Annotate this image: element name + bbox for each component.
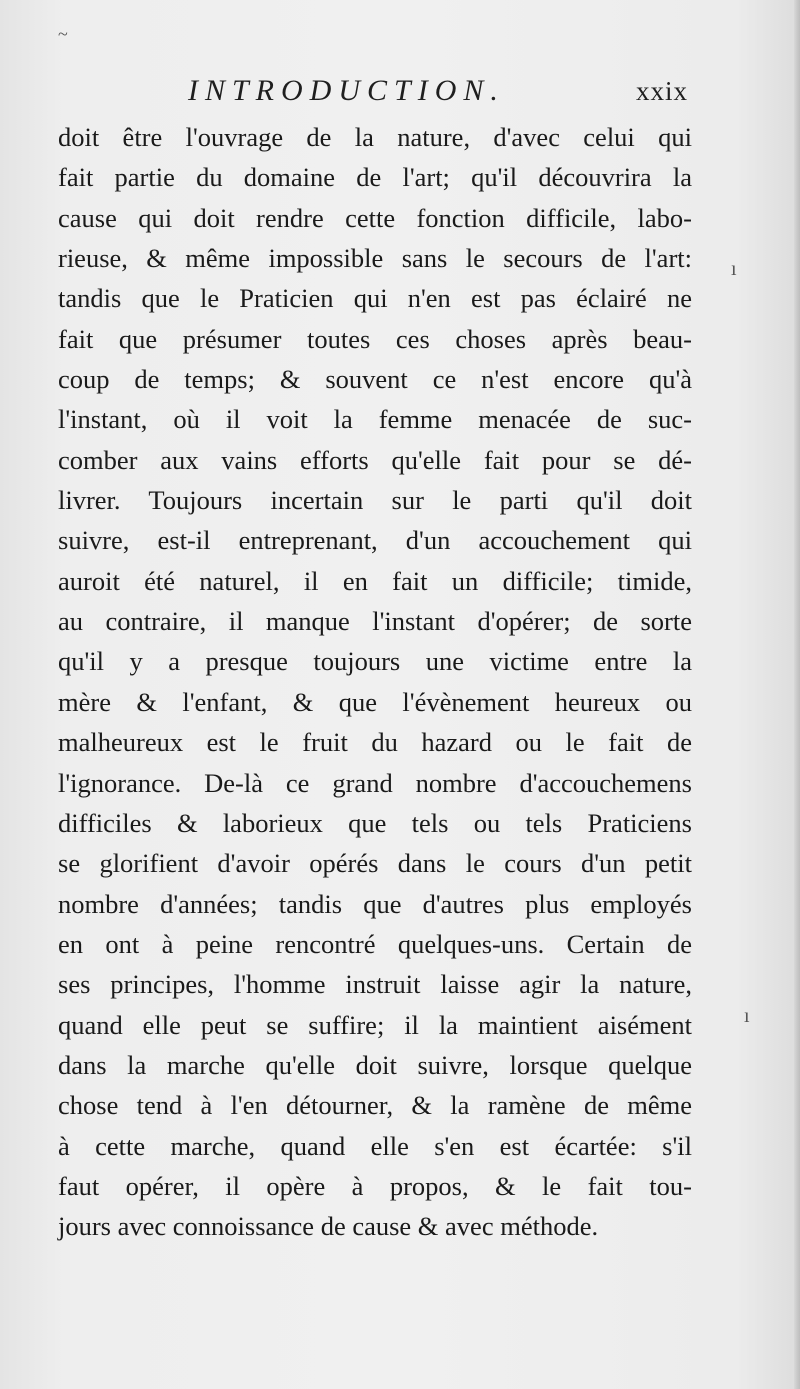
- running-title: INTRODUCTION.: [188, 74, 505, 107]
- text-line: suivre, est-il entreprenant, d'un accouchement qui: [58, 525, 692, 556]
- text-line: nombre d'années; tandis que d'autres plus employés: [58, 888, 692, 919]
- text-line: dans la marche qu'elle doit suivre, lorsque quelque: [58, 1049, 692, 1080]
- text-line: comber aux vains efforts qu'elle fait pour se dé-: [58, 444, 692, 475]
- stray-mark: ~: [58, 24, 68, 44]
- text-line: en ont à peine rencontré quelques-uns. Certain de: [58, 928, 692, 959]
- text-line: faut opérer, il opère à propos, & le fait tou-: [58, 1170, 692, 1201]
- text-line: l'ignorance. De-là ce grand nombre d'accouchemens: [58, 767, 692, 798]
- text-line: cause qui doit rendre cette fonction difficile, labo-: [58, 202, 692, 233]
- page-edge: [794, 0, 800, 1389]
- text-line: l'instant, où il voit la femme menacée de suc-: [58, 404, 692, 435]
- text-line: jours avec connoissance de cause & avec méthode.: [58, 1211, 599, 1242]
- stray-mark: ı: [744, 1005, 750, 1027]
- text-line: livrer. Toujours incertain sur le parti qu'il doit: [58, 485, 692, 516]
- text-line: ses principes, l'homme instruit laisse agir la nature,: [58, 969, 692, 1000]
- text-line: qu'il y a presque toujours une victime entre la: [58, 646, 692, 677]
- text-line: quand elle peut se suffire; il la maintient aisément: [58, 1009, 692, 1040]
- text-line: au contraire, il manque l'instant d'opérer; de sorte: [58, 606, 692, 637]
- stray-mark: ı: [731, 258, 737, 280]
- text-line: se glorifient d'avoir opérés dans le cours d'un petit: [58, 848, 692, 879]
- text-line: rieuse, & même impossible sans le secours de l'art:: [58, 243, 692, 274]
- text-line: chose tend à l'en détourner, & la ramène de même: [58, 1090, 692, 1121]
- page-header: [60, 70, 688, 118]
- text-line: à cette marche, quand elle s'en est écartée: s'il: [58, 1130, 692, 1161]
- text-line: auroit été naturel, il en fait un difficile; timide,: [58, 565, 692, 596]
- text-line: tandis que le Praticien qui n'en est pas éclairé ne: [58, 283, 692, 314]
- text-line: mère & l'enfant, & que l'évènement heureux ou: [58, 686, 692, 717]
- body-text: [58, 117, 692, 1247]
- page-number: xxix: [635, 76, 688, 106]
- text-line: malheureux est le fruit du hazard ou le fait de: [58, 727, 692, 758]
- text-line: coup de temps; & souvent ce n'est encore qu'à: [58, 364, 692, 395]
- text-line: difficiles & laborieux que tels ou tels Praticiens: [58, 807, 692, 838]
- text-line: fait partie du domaine de l'art; qu'il découvrira la: [58, 162, 692, 193]
- text-line: fait que présumer toutes ces choses après beau-: [58, 323, 692, 354]
- text-line: doit être l'ouvrage de la nature, d'avec celui qui: [58, 122, 692, 152]
